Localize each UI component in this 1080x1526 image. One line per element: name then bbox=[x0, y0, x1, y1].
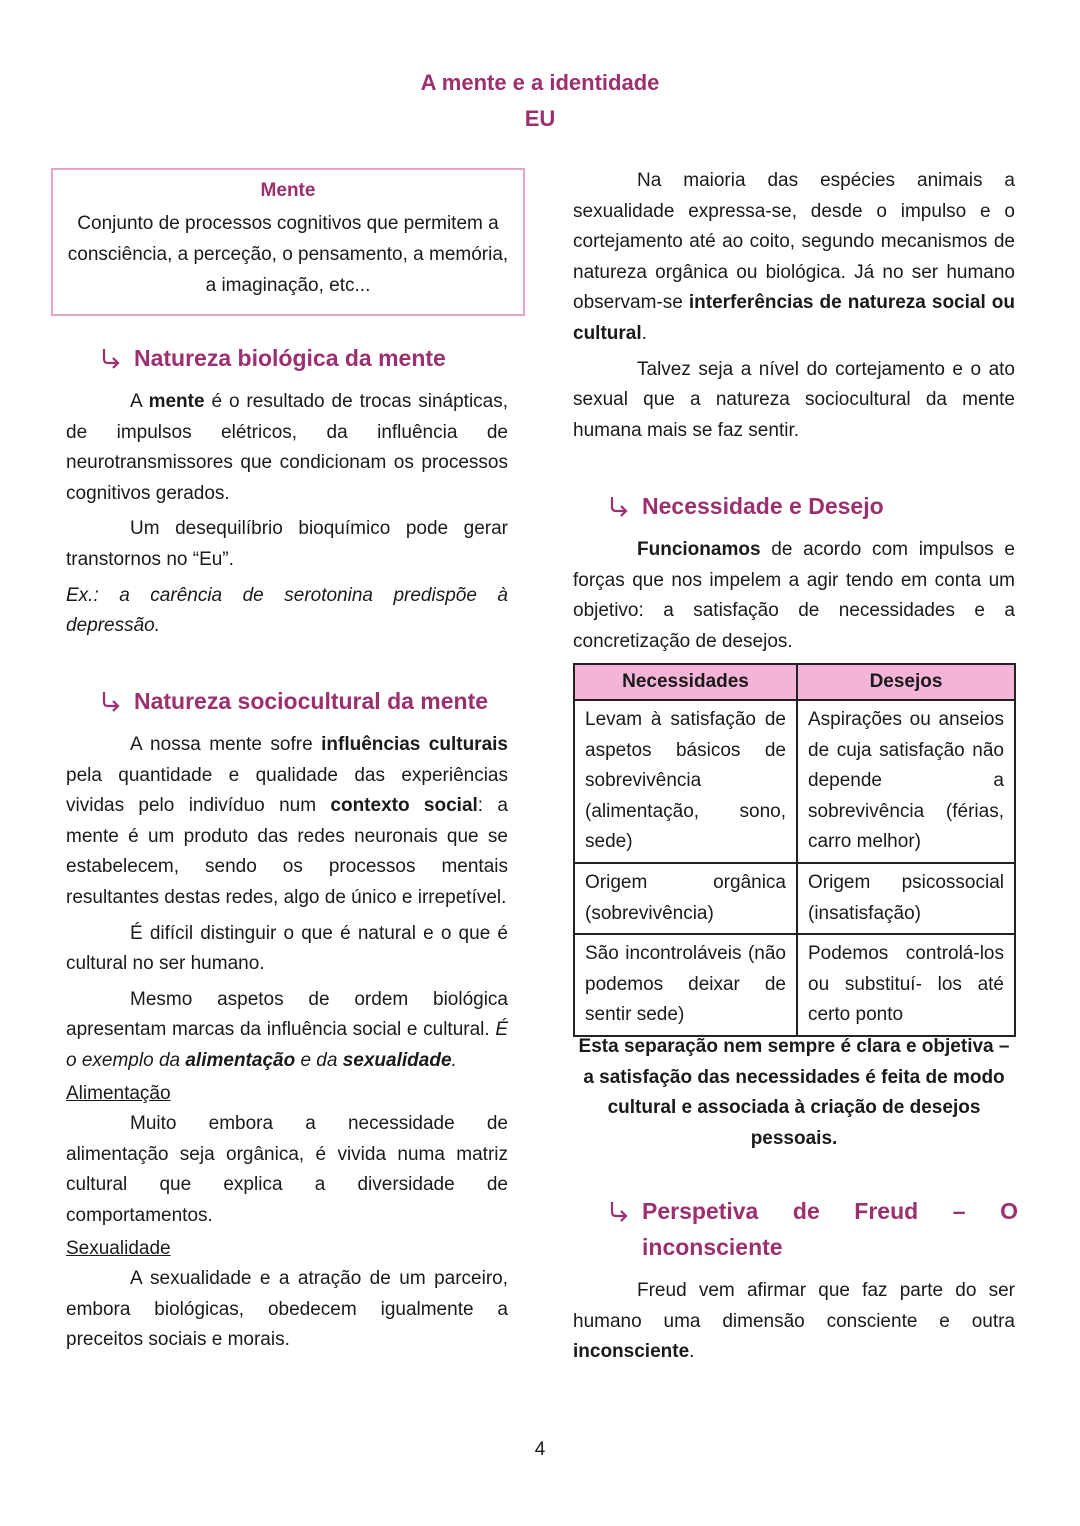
definition-term: Mente bbox=[260, 180, 316, 201]
table-header: Desejos bbox=[797, 664, 1015, 700]
table-cell: Podemos controlá-los ou substituí- los até certo ponto bbox=[797, 934, 1015, 1036]
heading-freud-text: Perspetiva de Freud – O inconsciente bbox=[642, 1198, 1018, 1260]
table-header-row bbox=[574, 664, 1015, 700]
table-cell: São incontroláveis (não podemos deixar de sentir sede) bbox=[574, 934, 797, 1036]
paragraph: Freud vem afirmar que faz parte do ser humano uma dimensão consciente e outra inconsciente. bbox=[573, 1280, 1015, 1363]
paragraph: Mesmo aspetos de ordem biológica apresentam marcas da influência social e cultural. É o exemplo da alimentação e da sexualidade. bbox=[66, 988, 508, 1071]
table-cell: Origem orgânica (sobrevivência) bbox=[574, 863, 797, 934]
table-cell: Origem psicossocial (insatisfação) bbox=[797, 863, 1015, 934]
paragraph: Funcionamos de acordo com impulsos e forças que nos impelem a agir tendo em conta um objetivo: a satisfação de necessidades e a concretização de desejos. bbox=[573, 539, 1015, 652]
page-subtitle: EU bbox=[524, 106, 556, 131]
paragraph: É difícil distinguir o que é natural e o que é cultural no ser humano. bbox=[66, 922, 508, 975]
heading-biological-text: Natureza biológica da mente bbox=[134, 345, 446, 371]
right-column-section2 bbox=[573, 535, 1015, 657]
heading-sociocultural bbox=[98, 683, 518, 719]
page-title: A mente e a identidade bbox=[420, 70, 660, 95]
heading-sociocultural-text: Natureza sociocultural da mente bbox=[134, 688, 489, 714]
paragraph: A sexualidade e a atração de um parceiro, embora biológicas, obedecem igualmente a preceitos sociais e morais. bbox=[66, 1268, 508, 1351]
right-column-section3 bbox=[573, 1276, 1015, 1368]
example-text: Ex.: a carência de serotonina predispõe à depressão. bbox=[66, 584, 508, 637]
table-row bbox=[574, 863, 1015, 934]
curved-arrow-icon bbox=[98, 689, 122, 713]
subheading-alimentacao: Alimentação bbox=[66, 1082, 171, 1104]
paragraph: Na maioria das espécies animais a sexualidade expressa-se, desde o impulso e o cortejamento até ao coito, segundo mecanismos de natureza orgânica ou biológica. Já no ser humano observam-se interferências de natureza social ou cultural. bbox=[573, 170, 1015, 344]
definition-box bbox=[51, 168, 525, 316]
paragraph: A mente é o resultado de trocas sinápticas, de impulsos elétricos, da influência de neurotransmissores que condicionam os processos cognitivos gerados. bbox=[66, 391, 509, 504]
paragraph: Talvez seja a nível do cortejamento e o ato sexual que a natureza sociocultural da mente humana mais se faz sentir. bbox=[573, 358, 1015, 441]
needs-desires-table bbox=[573, 663, 1016, 1037]
table-row bbox=[574, 934, 1015, 1036]
subheading-sexualidade: Sexualidade bbox=[66, 1237, 171, 1259]
definition-text: Conjunto de processos cognitivos que permitem a consciência, a perceção, o pensamento, a memória, a imaginação, etc... bbox=[67, 213, 509, 296]
table-row bbox=[574, 700, 1015, 863]
heading-freud bbox=[606, 1193, 1018, 1265]
table-cell: Aspirações ou anseios de cuja satisfação não depende a sobrevivência (férias, carro melhor) bbox=[797, 700, 1015, 863]
heading-necessidade-desejo-text: Necessidade e Desejo bbox=[642, 493, 884, 519]
curved-arrow-icon bbox=[606, 494, 630, 518]
paragraph: Um desequilíbrio bioquímico pode gerar transtornos no “Eu”. bbox=[66, 518, 508, 570]
separation-note: Esta separação nem sempre é clara e objetiva – a satisfação das necessidades é feita de modo cultural e associada à criação de desejos pessoais. bbox=[578, 1036, 1010, 1149]
page-number: 4 bbox=[534, 1439, 546, 1460]
table-cell: Levam à satisfação de aspetos básicos de sobrevivência (alimentação, sono, sede) bbox=[574, 700, 797, 863]
left-column-section2 bbox=[66, 730, 508, 1356]
paragraph: Muito embora a necessidade de alimentação seja orgânica, é vivida numa matriz cultural que explica a diversidade de comportamentos. bbox=[66, 1113, 508, 1226]
left-column-section1 bbox=[66, 387, 508, 642]
heading-biological bbox=[98, 340, 518, 376]
table-header: Necessidades bbox=[574, 664, 797, 700]
curved-arrow-icon bbox=[98, 346, 122, 370]
heading-necessidade-desejo bbox=[606, 488, 1026, 524]
curved-arrow-icon bbox=[606, 1199, 630, 1223]
paragraph: A nossa mente sofre influências culturais pela quantidade e qualidade das experiências vividas pelo indivíduo num contexto social: a mente é um produto das redes neuronais que se estabelecem, sendo os processos mentais resultantes destas redes, algo de único e irrepetível. bbox=[66, 734, 508, 908]
right-column-section1 bbox=[573, 166, 1015, 446]
